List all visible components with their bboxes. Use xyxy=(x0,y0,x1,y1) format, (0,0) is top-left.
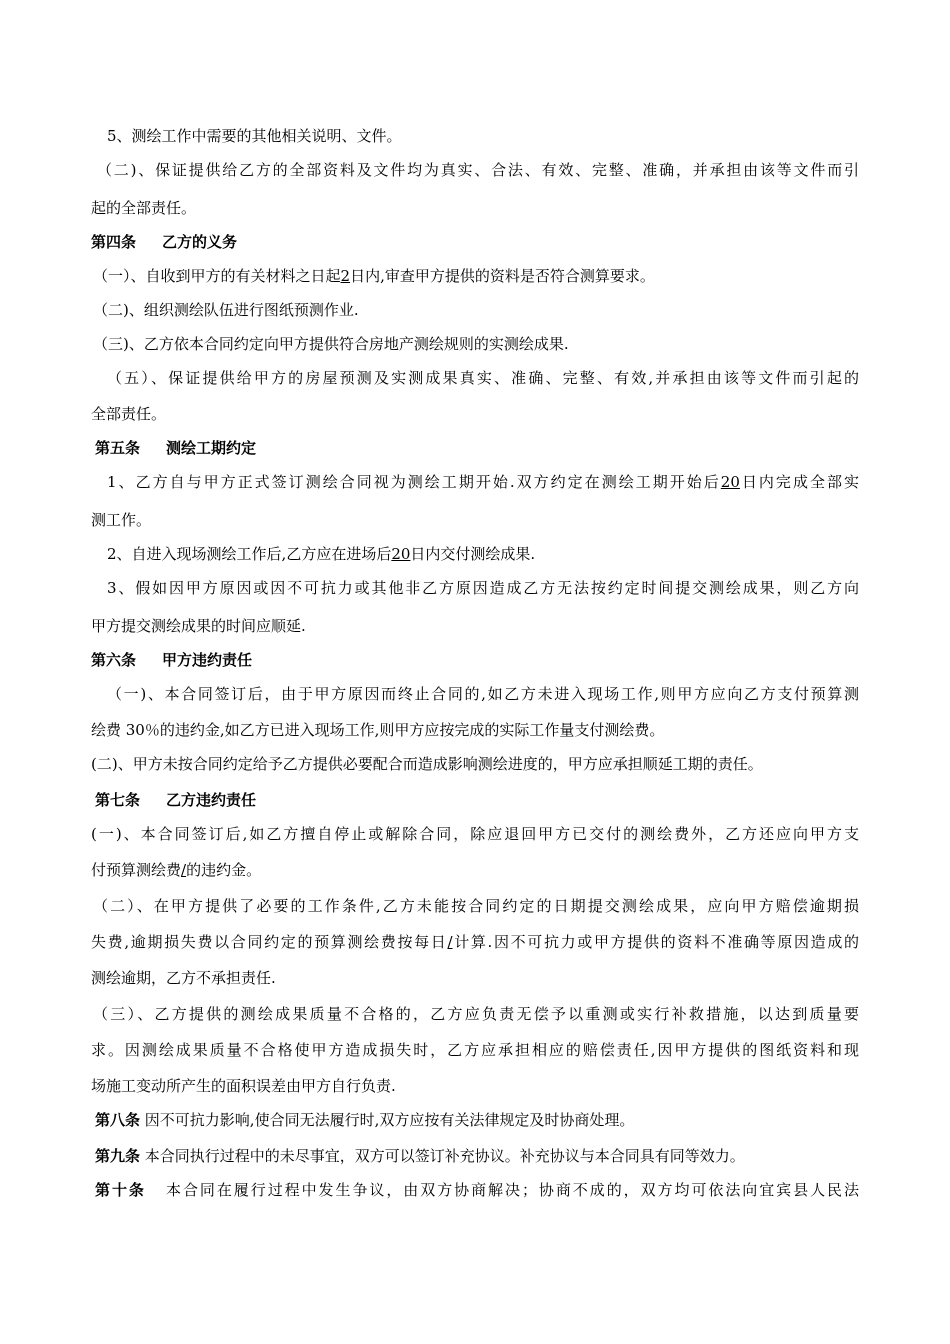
clause-7-2-line-3: 测绘逾期，乙方不承担责任. xyxy=(91,969,276,987)
clause-3-2-line-2: 起的全部责任。 xyxy=(91,199,197,217)
clause-5-1-line-1: 1、乙方自与甲方正式签订测绘合同视为测绘工期开始.双方约定在测绘工期开始后20日内完成全部实 xyxy=(107,473,859,491)
clause-5-2: 2、自进入现场测绘工作后,乙方应在进场后20日内交付测绘成果. xyxy=(107,545,536,563)
article-number: 第九条 xyxy=(95,1147,141,1165)
article-5-heading xyxy=(95,438,256,458)
article-10: 第十条 本合同在履行过程中发生争议，由双方协商解决；协商不成的，双方均可依法向宜宾县人民法 xyxy=(95,1181,859,1199)
article-number: 第七条 xyxy=(95,791,141,809)
article-7-heading xyxy=(95,790,256,810)
article-8: 第八条 因不可抗力影响,使合同无法履行时,双方应按有关法律规定及时协商处理。 xyxy=(95,1111,635,1129)
item-5: 5、测绘工作中需要的其他相关说明、文件。 xyxy=(107,127,402,145)
clause-6-2: (二)、甲方未按合同约定给予乙方提供必要配合而造成影响测绘进度的，甲方应承担顺延工期的责任。 xyxy=(91,755,763,773)
clause-7-1-line-1: (一)、本合同签订后,如乙方擅自停止或解除合同，除应退回甲方已交付的测绘费外，乙方还应向甲方支 xyxy=(91,825,859,843)
clause-5-3-line-1: 3、假如因甲方原因或因不可抗力或其他非乙方原因造成乙方无法按约定时间提交测绘成果，则乙方向 xyxy=(107,579,859,597)
article-4-heading xyxy=(91,232,237,252)
clause-7-3-line-3: 场施工变动所产生的面积误差由甲方自行负责. xyxy=(91,1077,396,1095)
clause-7-1-line-2: 付预算测绘费/的违约金。 xyxy=(91,861,262,879)
clause-4-3: （三)、乙方依本合同约定向甲方提供符合房地产测绘规则的实测绘成果. xyxy=(93,335,569,353)
article-9: 第九条 本合同执行过程中的未尽事宜，双方可以签订补充协议。补充协议与本合同具有同等效力。 xyxy=(95,1147,745,1165)
article-title: 甲方违约责任 xyxy=(162,651,253,669)
article-6-heading xyxy=(91,650,252,670)
article-number: 第五条 xyxy=(95,439,141,457)
clause-4-1: （一）、自收到甲方的有关材料之日起2日内,审查甲方提供的资料是否符合测算要求。 xyxy=(93,267,655,285)
clause-5-3-line-2: 甲方提交测绘成果的时间应顺延. xyxy=(91,617,306,635)
article-number: 第八条 xyxy=(95,1111,141,1129)
clause-6-1-line-1: （一)、本合同签订后，由于甲方原因而终止合同的,如乙方未进入现场工作,则甲方应向乙方支付预算测 xyxy=(107,685,859,703)
clause-3-2-line-1: （二)、保证提供给乙方的全部资料及文件均为真实、合法、有效、完整、准确，并承担由该等文件而引 xyxy=(97,161,859,179)
clause-7-2-line-1: （二）、在甲方提供了必要的工作条件,乙方未能按合同约定的日期提交测绘成果，应向甲方赔偿逾期损 xyxy=(93,897,859,915)
clause-7-3-line-2: 求。因测绘成果质量不合格使甲方造成损失时，乙方应承担相应的赔偿责任,因甲方提供的图纸资料和现 xyxy=(91,1041,859,1059)
clause-4-5-line-1: （五）、保证提供给甲方的房屋预测及实测成果真实、准确、完整、有效,并承担由该等文件而引起的 xyxy=(107,369,859,387)
clause-7-3-line-1: （三）、乙方提供的测绘成果质量不合格的，乙方应负责无偿予以重测或实行补救措施，以达到质量要 xyxy=(93,1005,859,1023)
clause-6-1-line-2: 绘费 30％的违约金,如乙方已进入现场工作,则甲方应按完成的实际工作量支付测绘费。 xyxy=(91,721,665,739)
clause-5-1-line-2: 测工作。 xyxy=(91,511,152,529)
article-number: 第四条 xyxy=(91,233,137,251)
article-number: 第十条 xyxy=(95,1181,146,1199)
article-title: 乙方违约责任 xyxy=(166,791,257,809)
article-title: 乙方的义务 xyxy=(162,233,238,251)
clause-7-2-line-2: 失费,逾期损失费以合同约定的预算测绘费按每日/计算.因不可抗力或甲方提供的资料不准确等原因造成的 xyxy=(91,933,859,951)
clause-4-2: （二)、组织测绘队伍进行图纸预测作业. xyxy=(93,301,359,319)
clause-4-5-line-2: 全部责任。 xyxy=(91,405,167,423)
article-title: 测绘工期约定 xyxy=(166,439,257,457)
article-number: 第六条 xyxy=(91,651,137,669)
